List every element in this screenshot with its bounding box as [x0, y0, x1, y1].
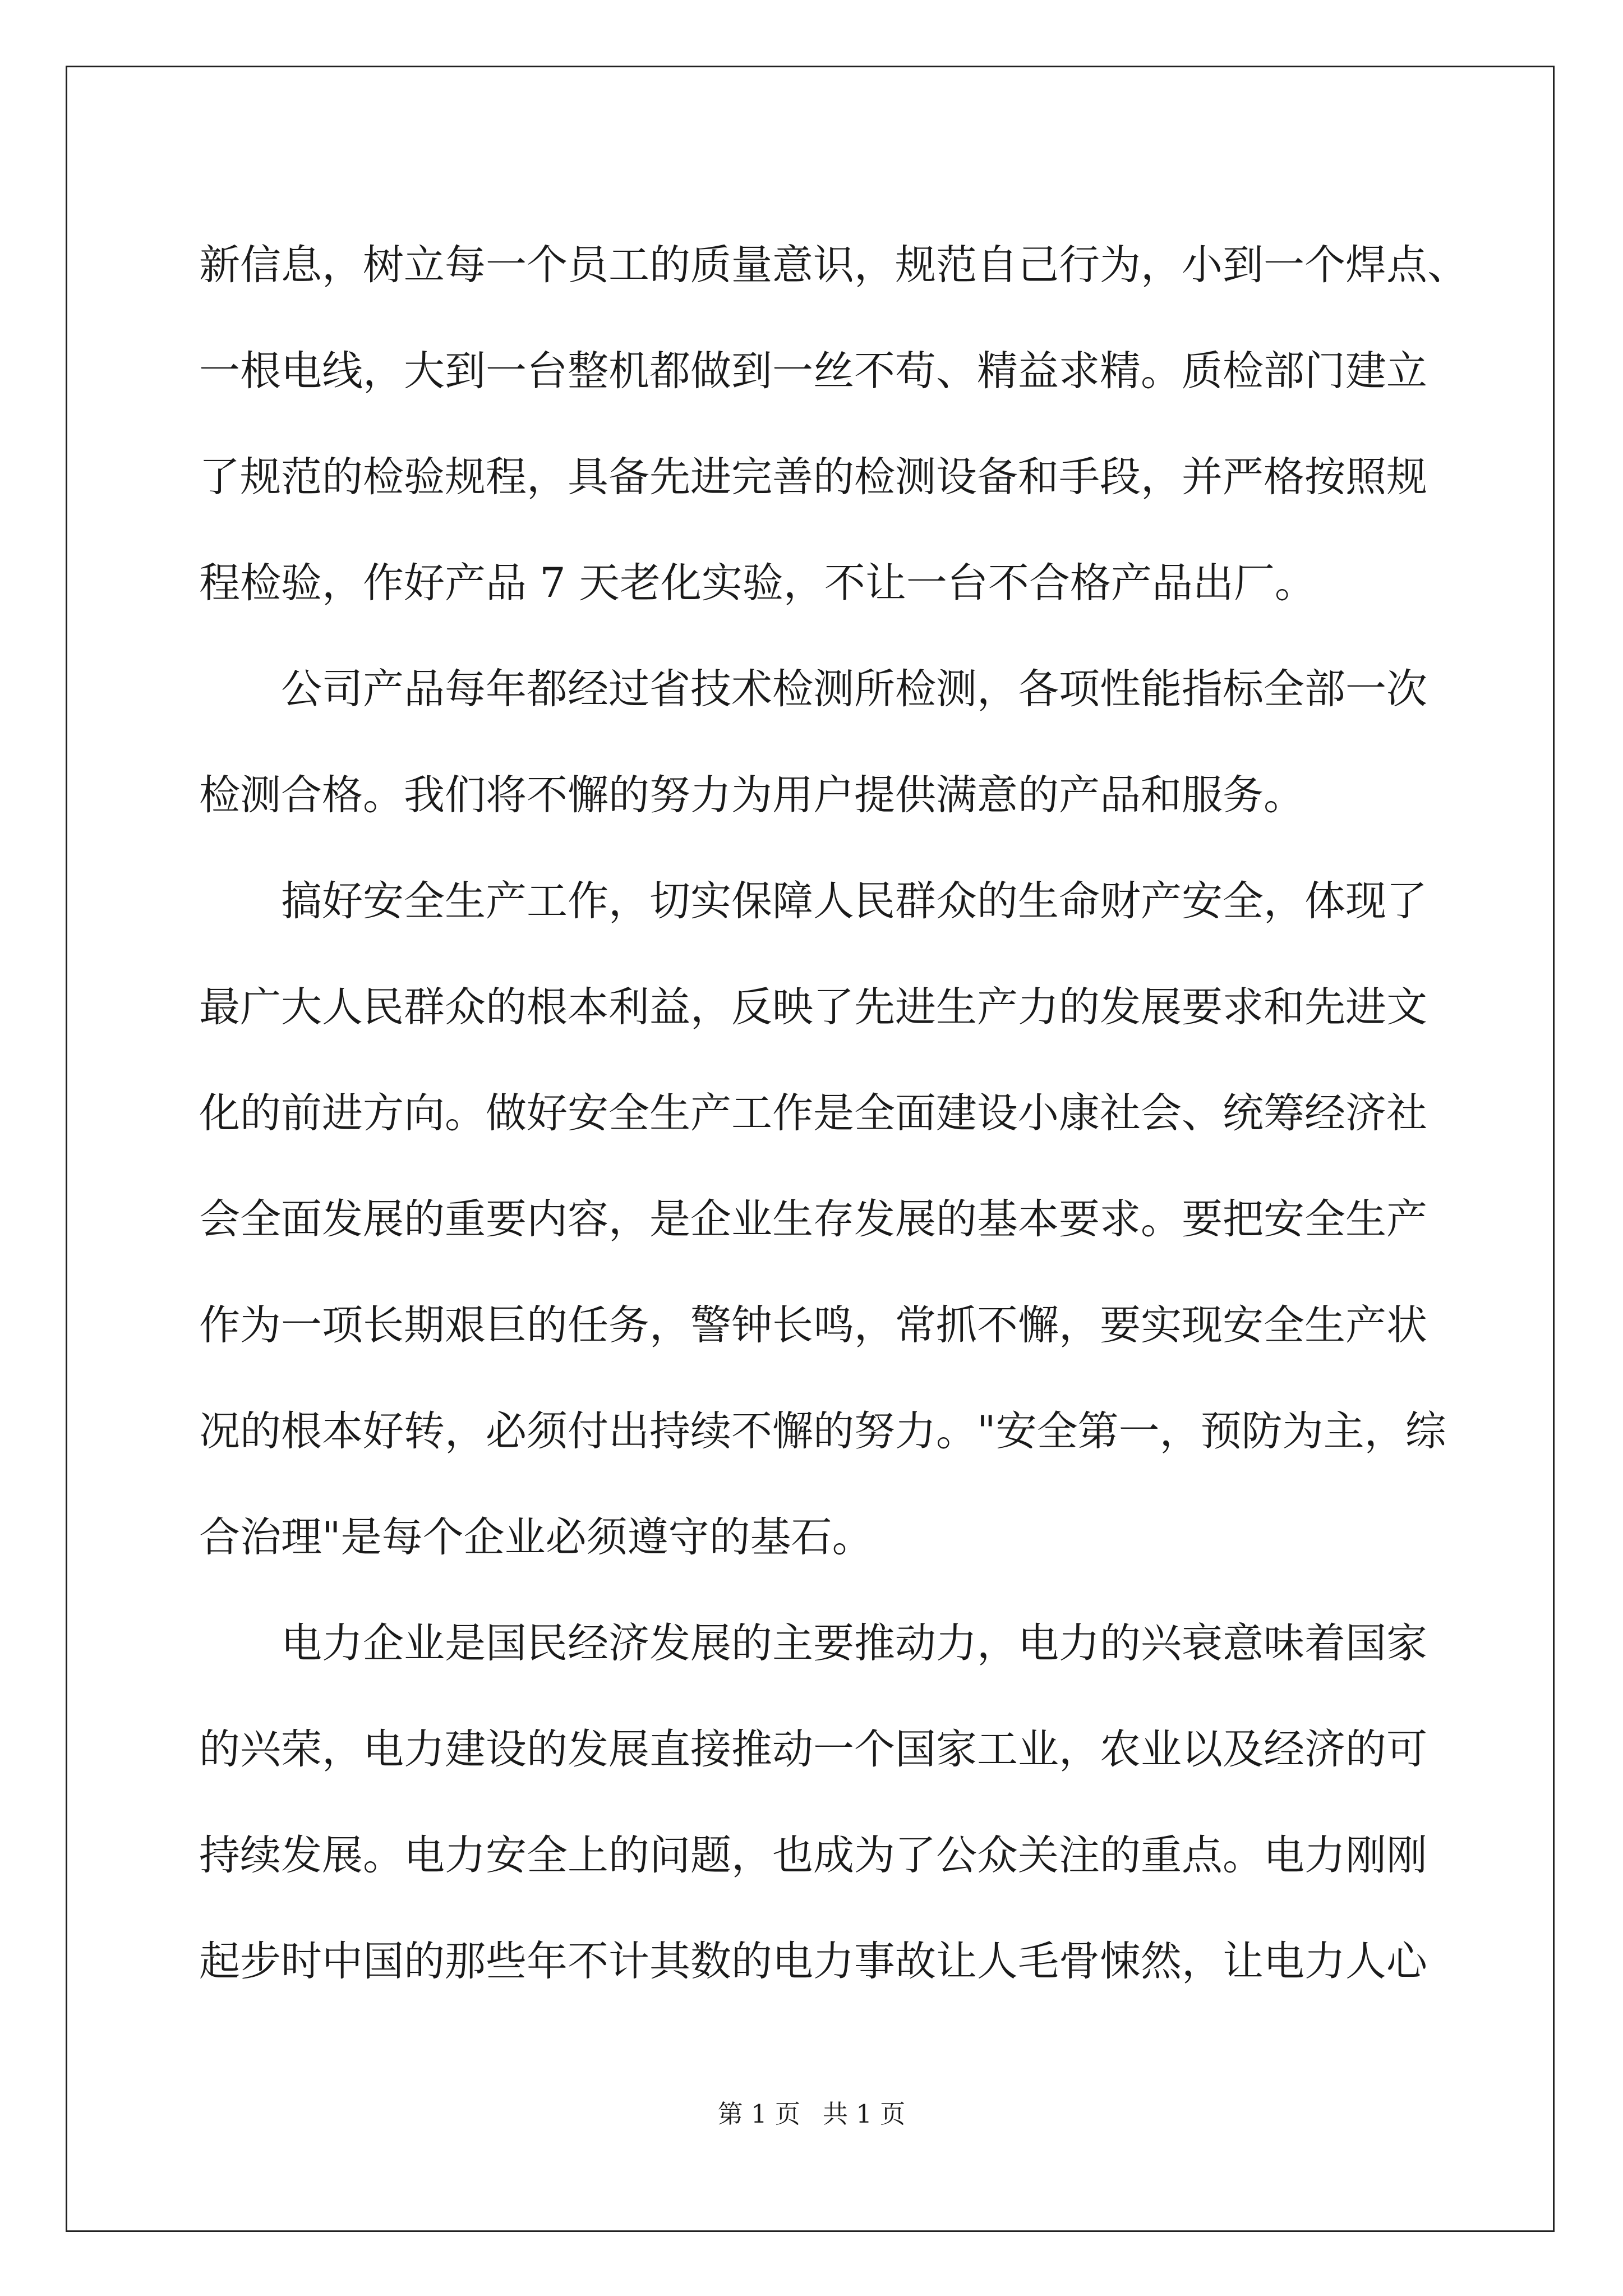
text-line: 化的前进方向。做好安全生产工作是全面建设小康社会、统筹经济社	[199, 1089, 1427, 1137]
text-line: 会全面发展的重要内容，是企业生存发展的基本要求。要把安全生产	[199, 1195, 1427, 1243]
text-line: 程检验，作好产品 7 天老化实验，不让一台不合格产品出厂。	[199, 559, 1316, 607]
text-line: 况的根本好转，必须付出持续不懈的努力。"安全第一，预防为主，综	[199, 1407, 1446, 1455]
page-footer	[0, 2093, 1623, 2130]
text-line: 合治理"是每个企业必须遵守的基石。	[199, 1513, 873, 1561]
text-line: 新信息，树立每一个员工的质量意识，规范自己行为，小到一个焊点、	[199, 241, 1468, 289]
text-line: 起步时中国的那些年不计其数的电力事故让人毛骨悚然，让电力人心	[199, 1938, 1427, 1985]
text-line: 电力企业是国民经济发展的主要推动力，电力的兴衰意味着国家	[281, 1619, 1427, 1667]
text-line: 一根电线，大到一台整机都做到一丝不苟、精益求精。质检部门建立	[199, 347, 1427, 395]
page-number: 第 1 页	[717, 2099, 800, 2129]
text-line: 搞好安全生产工作，切实保障人民群众的生命财产安全，体现了	[281, 877, 1427, 925]
text-line: 公司产品每年都经过省技术检测所检测，各项性能指标全部一次	[281, 665, 1427, 713]
paragraph	[199, 848, 1446, 1590]
page-total: 共 1 页	[823, 2099, 906, 2129]
text-line: 持续发展。电力安全上的问题，也成为了公众关注的重点。电力刚刚	[199, 1832, 1427, 1879]
text-line: 的兴荣，电力建设的发展直接推动一个国家工业，农业以及经济的可	[199, 1726, 1427, 1773]
document-body	[199, 212, 1468, 2014]
text-line: 检测合格。我们将不懈的努力为用户提供满意的产品和服务。	[199, 771, 1304, 819]
paragraph	[199, 1590, 1427, 2014]
text-line: 了规范的检验规程，具备先进完善的检测设备和手段，并严格按照规	[199, 453, 1427, 501]
paragraph	[199, 636, 1427, 848]
text-line: 作为一项长期艰巨的任务，警钟长鸣，常抓不懈，要实现安全生产状	[199, 1301, 1427, 1349]
paragraph	[199, 212, 1468, 636]
text-line: 最广大人民群众的根本利益，反映了先进生产力的发展要求和先进文	[199, 983, 1427, 1031]
